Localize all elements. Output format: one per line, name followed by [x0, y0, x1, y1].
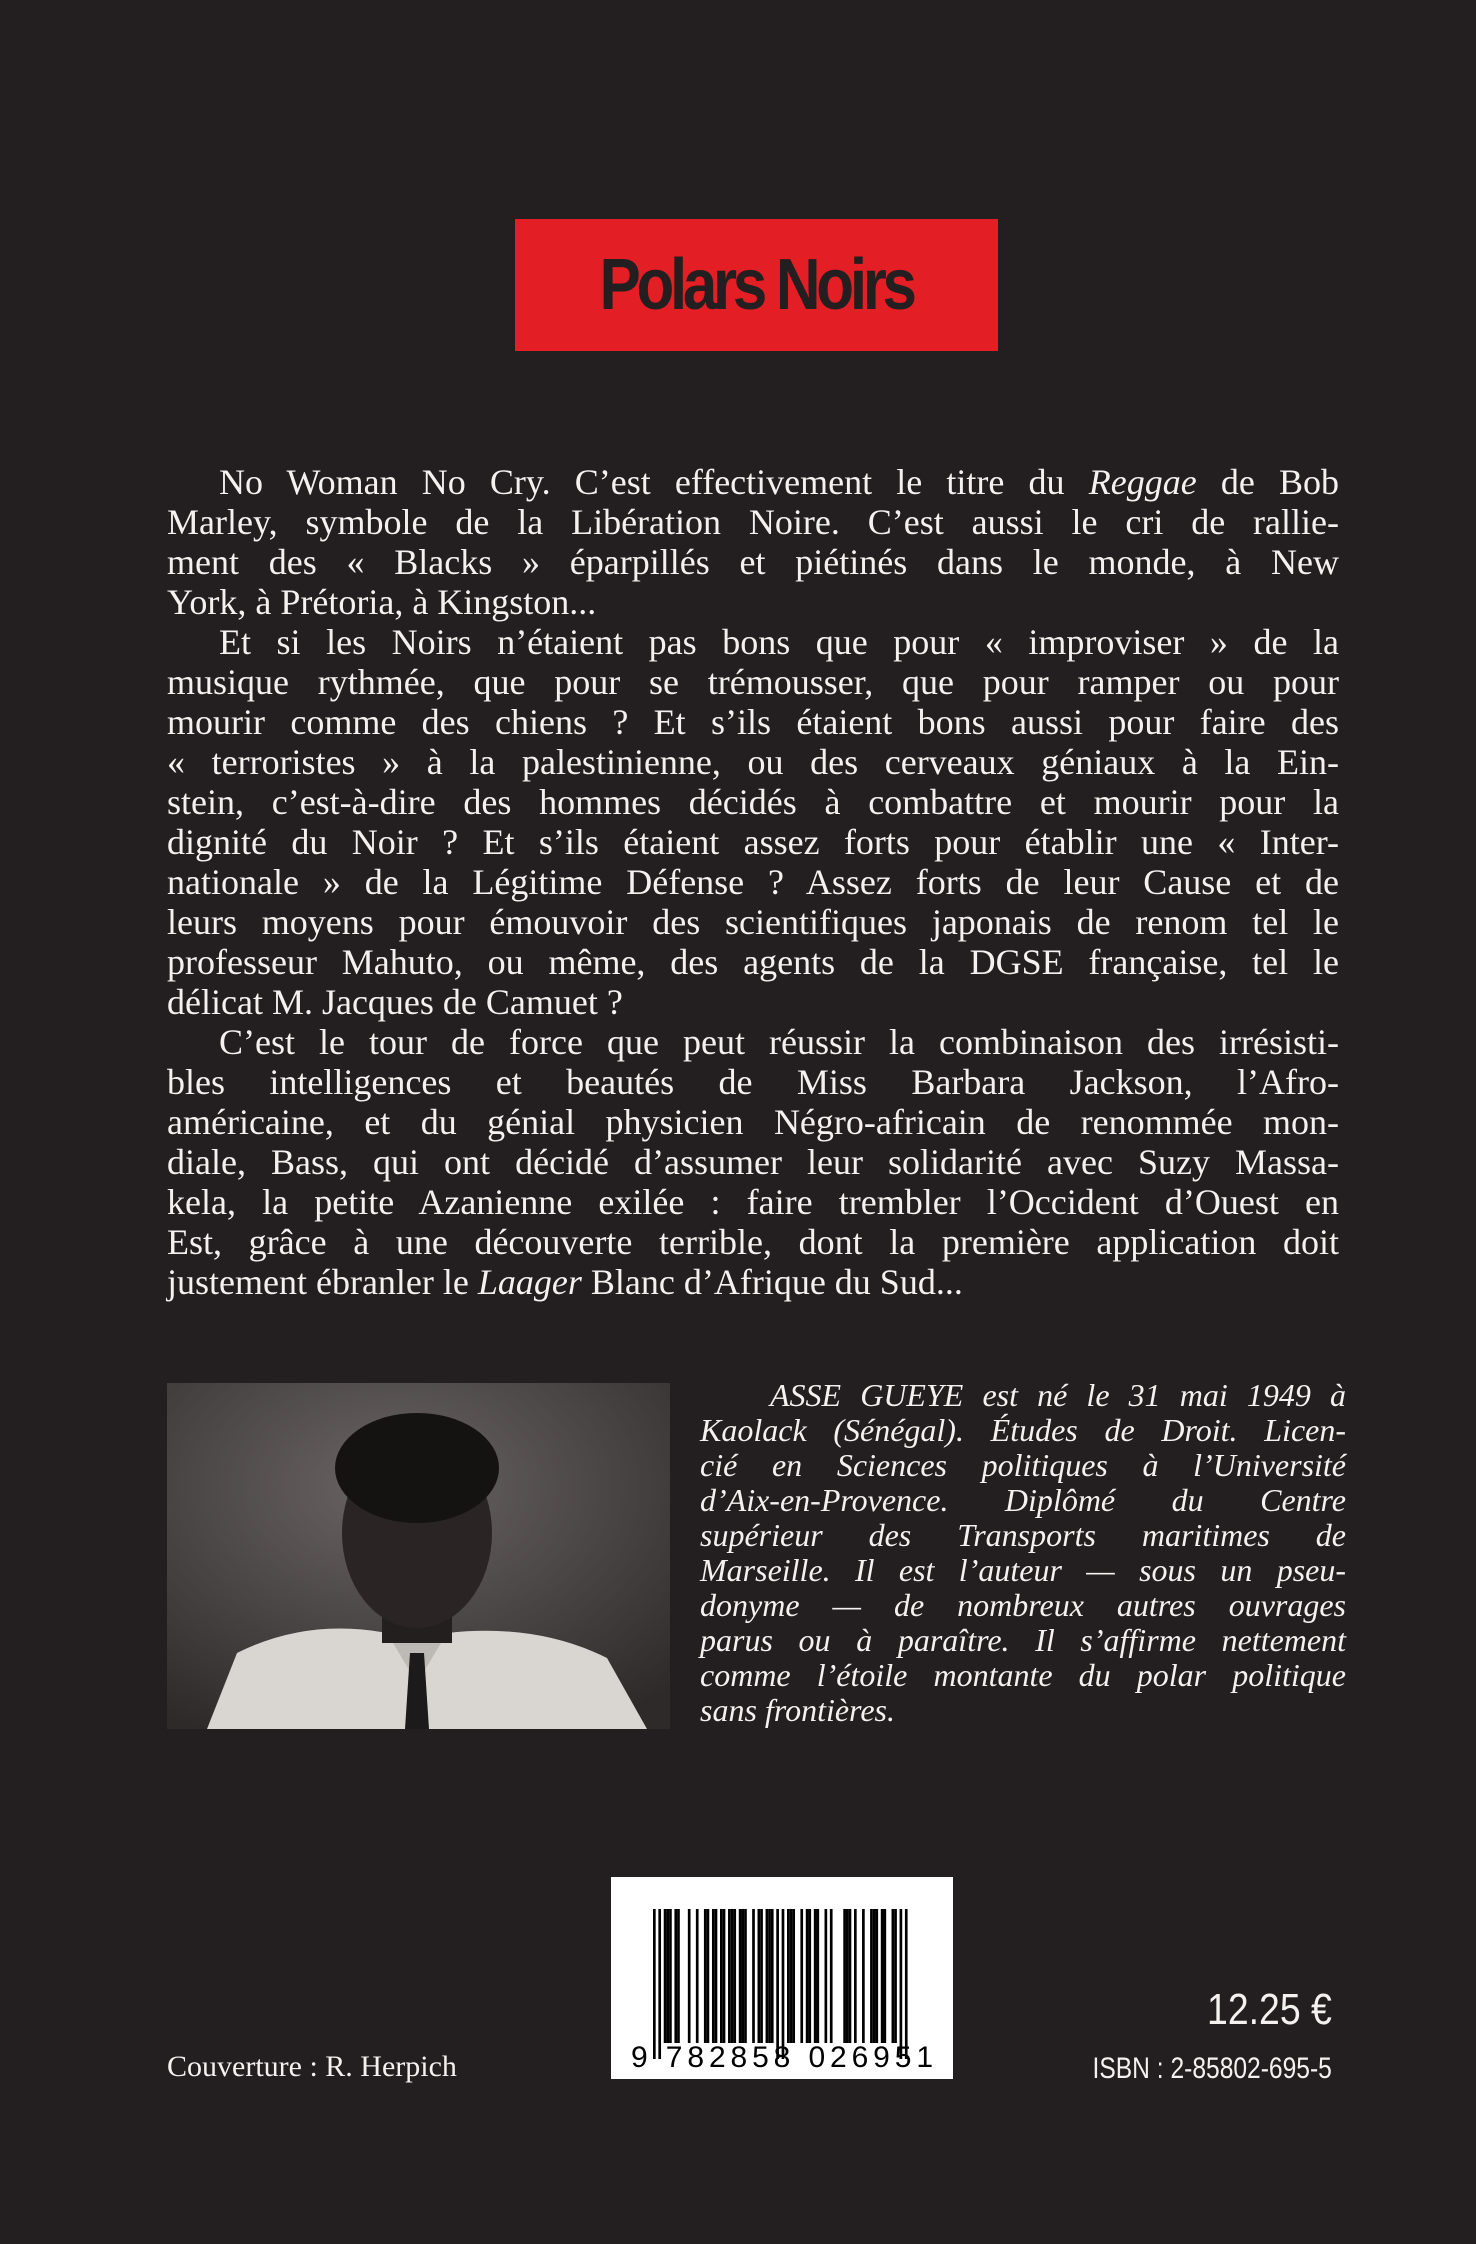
blurb-line: Marley, symbole de la Libération Noire. C’est aussi le cri de rallie- [167, 502, 1339, 542]
barcode-bar [715, 1909, 718, 2043]
barcode-bar [723, 1909, 726, 2043]
barcode-bar [752, 1909, 755, 2043]
barcode-bar [720, 1909, 723, 2043]
barcode-bar [900, 1909, 903, 2059]
series-banner [515, 219, 998, 351]
barcode-bar [766, 1909, 769, 2043]
barcode-bar [883, 1909, 886, 2043]
barcode-bar [806, 1909, 809, 2043]
blurb-line: nationale » de la Légitime Défense ? Assez forts de leur Cause et de [167, 862, 1339, 902]
barcode-bar [666, 1909, 669, 2043]
barcode-bar [830, 1909, 833, 2043]
barcode-bar [849, 1909, 852, 2043]
series-title: Polars Noirs [599, 245, 914, 325]
cover-credit: Couverture : R. Herpich [167, 2050, 457, 2083]
barcode-bar [731, 1909, 734, 2043]
barcode-bar [674, 1909, 677, 2043]
bio-line: supérieur des Transports maritimes de [700, 1517, 1346, 1553]
barcode-bar [843, 1909, 846, 2043]
bio-line: Kaolack (Sénégal). Études de Droit. Licen- [700, 1412, 1346, 1448]
italic-term: Reggae [1088, 462, 1197, 502]
blurb-line: C’est le tour de force que peut réussir la combinaison des irrésisti- [219, 1022, 1339, 1062]
blurb-line: bles intelligences et beautés de Miss Barbara Jackson, l’Afro- [167, 1062, 1339, 1102]
barcode-bar [792, 1909, 795, 2043]
bio-line: cié en Sciences politiques à l’Université [700, 1447, 1346, 1483]
blurb-line: Et si les Noirs n’étaient pas bons que pour « improviser » de la [219, 622, 1339, 662]
text-segment: Blanc d’Afrique du Sud... [581, 1262, 963, 1302]
barcode-bar [870, 1909, 873, 2043]
blurb-line: « terroristes » à la palestinienne, ou des cerveaux géniaux à la Ein- [167, 742, 1339, 782]
barcode-bar [664, 1909, 667, 2043]
barcode-bar [677, 1909, 680, 2043]
bio-line: Marseille. Il est l’auteur — sous un pseu- [700, 1552, 1346, 1588]
barcode-bar [704, 1909, 707, 2043]
blurb-line: kela, la petite Azanienne exilée : faire trembler l’Occident d’Ouest en [167, 1182, 1339, 1222]
barcode-digits: 9 782858 026951 [631, 2041, 933, 2074]
bio-line: d’Aix-en-Provence. Diplômé du Centre [700, 1482, 1346, 1518]
blurb-line: professeur Mahuto, ou même, des agents de la DGSE française, tel le [167, 942, 1339, 982]
blurb-line: Est, grâce à une découverte terrible, dont la première application doit [167, 1222, 1339, 1262]
barcode-bar [892, 1909, 895, 2043]
blurb-line: ment des « Blacks » éparpillés et piétinés dans le monde, à New [167, 542, 1339, 582]
barcode-bar [905, 1909, 908, 2059]
barcode-bar [653, 1909, 656, 2059]
barcode-bar [814, 1909, 817, 2043]
barcode-bar [873, 1909, 876, 2043]
blurb-line: mourir comme des chiens ? Et s’ils étaient bons aussi pour faire des [167, 702, 1339, 742]
barcode-bar [688, 1909, 691, 2043]
barcode-bar [782, 1909, 785, 2059]
barcode-bar [768, 1909, 771, 2043]
barcode-bar [696, 1909, 699, 2043]
barcode-bar [881, 1909, 884, 2043]
barcode-bars [611, 1877, 953, 2079]
barcode-bar [790, 1909, 793, 2043]
barcode-bar [744, 1909, 747, 2043]
blurb-line: musique rythmée, que pour se trémousser, que pour ramper ou pour [167, 662, 1339, 702]
bio-line: ASSE GUEYE est né le 31 mai 1949 à [770, 1377, 1346, 1413]
blurb-line [167, 1262, 1339, 1302]
barcode-bar [816, 1909, 819, 2043]
barcode-bar [846, 1909, 849, 2043]
blurb-line: dignité du Noir ? Et s’ils étaient assez forts pour établir une « Inter- [167, 822, 1339, 862]
barcode-bar [787, 1909, 790, 2043]
barcode [611, 1877, 953, 2079]
barcode-bar [771, 1909, 774, 2043]
barcode-bar [854, 1909, 857, 2043]
author-bio [700, 1378, 1346, 1728]
blurb-line: leurs moyens pour émouvoir des scientifiques japonais de renom tel le [167, 902, 1339, 942]
text-segment: justement ébranler le [167, 1262, 478, 1302]
barcode-bar [712, 1909, 715, 2043]
barcode-bar [776, 1909, 779, 2059]
text-segment: de Bob [1196, 462, 1339, 502]
author-photo [167, 1383, 670, 1729]
price: 12.25 € [1207, 1985, 1332, 2034]
barcode-bar [758, 1909, 761, 2043]
bio-line: parus ou à paraître. Il s’affirme nettement [700, 1622, 1346, 1658]
blurb-line [167, 462, 1339, 502]
barcode-bar [862, 1909, 865, 2043]
barcode-bar [741, 1909, 744, 2043]
barcode-bar [875, 1909, 878, 2043]
text-segment: No Woman No Cry. C’est effectivement le titre du [219, 462, 1089, 502]
back-cover-blurb [167, 462, 1339, 1302]
blurb-line: américaine, et du génial physicien Négro-africain de renommée mon- [167, 1102, 1339, 1142]
blurb-line: York, à Prétoria, à Kingston... [167, 582, 597, 622]
italic-term: Laager [477, 1262, 582, 1302]
bio-line: sans frontières. [700, 1692, 895, 1728]
blurb-line: diale, Bass, qui ont décidé d’assumer leur solidarité avec Suzy Massa- [167, 1142, 1339, 1182]
barcode-bar [728, 1909, 731, 2043]
blurb-line: délicat M. Jacques de Camuet ? [167, 982, 623, 1022]
barcode-bar [825, 1909, 828, 2043]
barcode-bar [707, 1909, 710, 2043]
barcode-bar [658, 1909, 661, 2059]
blurb-line: stein, c’est-à-dire des hommes décidés à combattre et mourir pour la [167, 782, 1339, 822]
barcode-bar [733, 1909, 736, 2043]
isbn: ISBN : 2-85802-695-5 [1092, 2052, 1332, 2085]
barcode-bar [808, 1909, 811, 2043]
barcode-bar [894, 1909, 897, 2043]
barcode-bar [669, 1909, 672, 2043]
bio-line: donyme — de nombreux autres ouvrages [700, 1587, 1346, 1623]
bio-line: comme l’étoile montante du polar politique [700, 1657, 1346, 1693]
barcode-bar [760, 1909, 763, 2043]
barcode-bar [739, 1909, 742, 2043]
author-portrait-image [167, 1383, 670, 1729]
barcode-bar [800, 1909, 803, 2043]
